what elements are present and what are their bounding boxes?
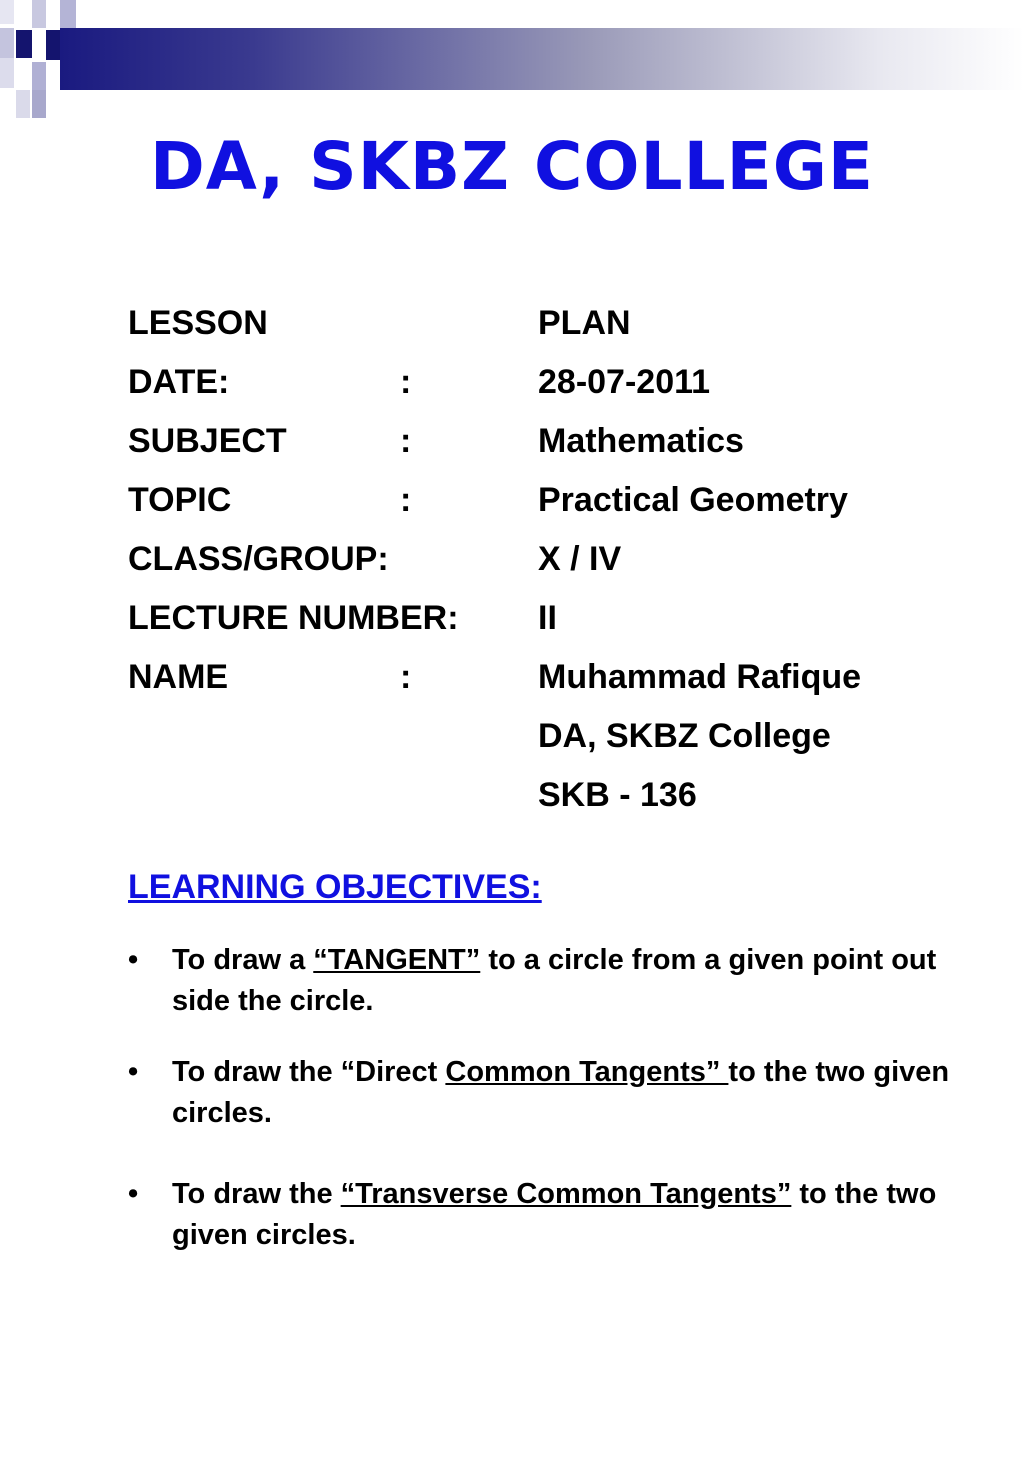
info-value: Muhammad Rafique bbox=[538, 658, 862, 696]
decor-square bbox=[16, 90, 30, 118]
objective-text: To draw the bbox=[172, 1178, 341, 1210]
bullet: • bbox=[128, 1178, 139, 1210]
info-label: CLASS/GROUP: bbox=[128, 540, 389, 578]
info-value: PLAN bbox=[538, 304, 631, 342]
info-label: LECTURE NUMBER: bbox=[128, 599, 459, 637]
objective-emphasis: Common Tangents” bbox=[445, 1056, 729, 1088]
decor-square bbox=[0, 58, 14, 88]
decor-square bbox=[46, 30, 60, 60]
header-banner bbox=[60, 28, 1024, 90]
objective-text: To draw the “Direct bbox=[172, 1056, 446, 1088]
info-value: Practical Geometry bbox=[538, 481, 848, 519]
info-value: 28-07-2011 bbox=[538, 363, 711, 401]
decor-square bbox=[60, 0, 76, 28]
objective-text: To draw a bbox=[172, 944, 314, 976]
objective-emphasis: “Transverse Common Tangents” bbox=[340, 1178, 792, 1210]
info-value: Mathematics bbox=[538, 422, 744, 460]
info-label: NAME bbox=[128, 658, 229, 696]
objective-text: to a circle from a given point out side the circle. bbox=[172, 944, 937, 1017]
page-title: DA, SKBZ COLLEGE bbox=[150, 128, 874, 205]
info-colon: : bbox=[400, 422, 412, 460]
objectives-list bbox=[128, 940, 958, 1256]
info-label: TOPIC bbox=[128, 481, 232, 519]
decor-square bbox=[0, 0, 14, 24]
list-item bbox=[128, 940, 958, 1022]
decor-square bbox=[32, 0, 46, 28]
bullet: • bbox=[128, 944, 139, 976]
info-colon: : bbox=[400, 481, 412, 519]
list-item bbox=[128, 1052, 958, 1134]
objective-text: to the two given circles. bbox=[172, 1056, 950, 1129]
info-colon: : bbox=[400, 658, 412, 696]
info-label: SUBJECT bbox=[128, 422, 287, 460]
list-item bbox=[128, 1174, 958, 1256]
info-value: II bbox=[538, 599, 557, 637]
objective-emphasis: “TANGENT” bbox=[313, 944, 481, 976]
bullet: • bbox=[128, 1056, 139, 1088]
info-colon: : bbox=[400, 363, 412, 401]
info-label: LESSON bbox=[128, 304, 268, 342]
info-value: X / IV bbox=[538, 540, 622, 578]
info-label: DATE: bbox=[128, 363, 230, 401]
objective-text: to the two given circles. bbox=[172, 1178, 937, 1251]
decor-square bbox=[32, 90, 46, 118]
info-value: DA, SKBZ College bbox=[538, 717, 831, 755]
decor-square bbox=[0, 28, 14, 58]
decor-square bbox=[16, 30, 32, 58]
objectives-heading: LEARNING OBJECTIVES: bbox=[128, 868, 542, 906]
info-value: SKB - 136 bbox=[538, 776, 697, 814]
decor-square bbox=[32, 62, 46, 90]
